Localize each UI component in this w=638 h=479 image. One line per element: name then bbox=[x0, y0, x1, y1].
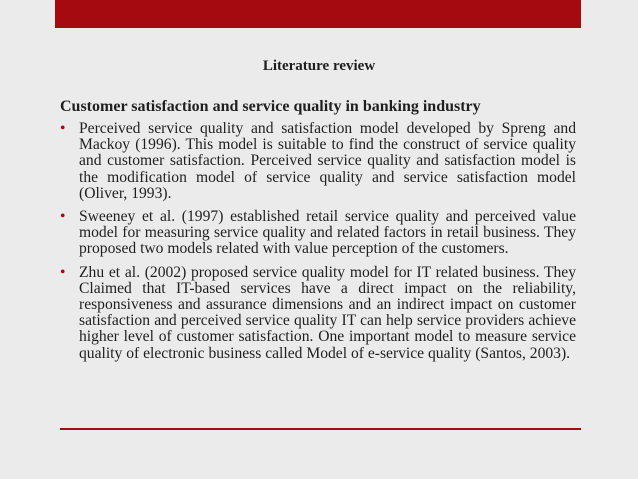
bullet-text: Sweeney et al. (1997) established retail service quality and perceived value model for measuring service quality and related factors in retail business. They proposed two models related with value perception of the customers. bbox=[79, 208, 576, 258]
slide-title: Literature review bbox=[262, 58, 376, 74]
section-heading: Customer satisfaction and service quality in banking industry bbox=[60, 98, 481, 115]
bottom-divider bbox=[60, 428, 581, 430]
bullet-marker-icon: • bbox=[60, 208, 66, 226]
bullet-marker-icon: • bbox=[60, 263, 66, 281]
bullet-item bbox=[60, 121, 576, 202]
bullet-item bbox=[60, 209, 576, 258]
bullet-text: Zhu et al. (2002) proposed service quality model for IT related business. They Claimed that IT-based services have a direct impact on the reliability, responsiveness and assurance dimensions and an indirect impact on customer satisfaction and perceived service quality IT can help service providers achieve higher level of customer satisfaction. One important model to measure service quality of electronic business called Model of e-service quality (Santos, 2003). bbox=[79, 263, 576, 362]
bullet-marker-icon: • bbox=[60, 120, 66, 137]
top-accent-bar bbox=[55, 0, 581, 28]
bullet-item bbox=[60, 265, 576, 362]
bullet-text: Perceived service quality and satisfaction model developed by Spreng and Mackoy (1996). This model is suitable to find the construct of service quality and customer satisfaction. Perceived service quality and satisfaction model is the modification model of service quality and service satisfaction model (Oliver, 1993). bbox=[79, 120, 576, 202]
bullet-list bbox=[60, 121, 576, 369]
